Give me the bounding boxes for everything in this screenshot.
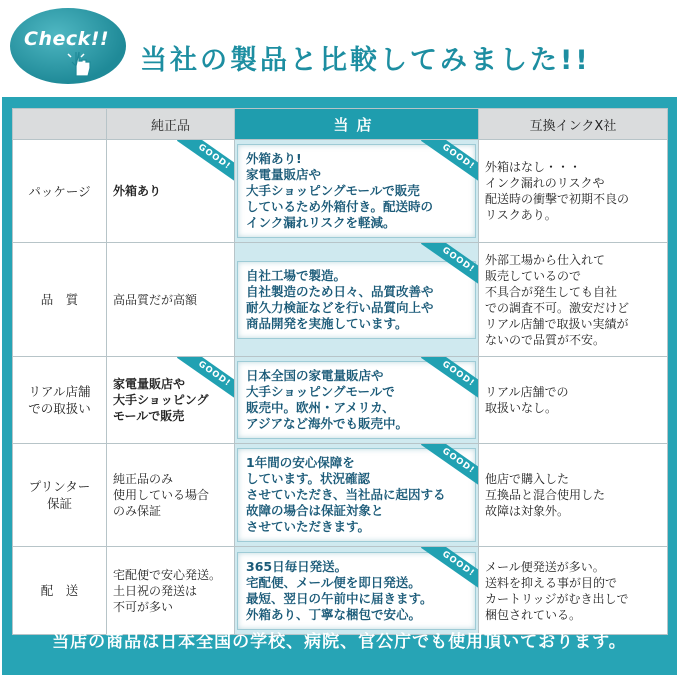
row-label: リアル店舗 での取扱い bbox=[13, 357, 107, 444]
genuine-cell: 宅配便で安心発送。 土日祝の発送は 不可が多い bbox=[107, 547, 235, 635]
page-title: 当社の製品と比較してみました!! bbox=[140, 45, 591, 76]
table-row bbox=[13, 357, 668, 444]
table-row bbox=[13, 547, 668, 635]
footer-note: 当店の商品は日本全国の学校、病院、官公庁でも使用頂いております。 bbox=[52, 632, 627, 652]
competitor-cell: メール便発送が多い。 送料を抑える事が目的で カートリッジがむき出しで 梱包されている。 bbox=[479, 547, 668, 635]
good-ribbon: GOOD! bbox=[421, 140, 479, 187]
row-label: 品 質 bbox=[13, 243, 107, 357]
genuine-cell: 家電量販店や 大手ショッピング モールで販売 GOOD! bbox=[107, 357, 235, 444]
row-label: パッケージ bbox=[13, 140, 107, 243]
good-ribbon: GOOD! bbox=[421, 547, 479, 594]
table-row bbox=[13, 140, 668, 243]
store-cell: 日本全国の家電量販店や 大手ショッピングモールで 販売中。欧州・アメリカ、 アジアなど海外でも販売中。 GOOD! bbox=[235, 357, 479, 444]
store-cell: 外箱あり! 家電量販店や 大手ショッピングモールで販売 しているため外箱付き。配送時の インク漏れリスクを軽減。 GOOD! bbox=[235, 140, 479, 243]
good-ribbon: GOOD! bbox=[421, 444, 479, 491]
store-cell: 自社工場で製造。 自社製造のため日々、品質改善や 耐久力検証などを行い品質向上や 商品開発を実施しています。 GOOD! bbox=[235, 243, 479, 357]
table-row bbox=[13, 243, 668, 357]
genuine-cell: 純正品のみ 使用している場合 のみ保証 bbox=[107, 444, 235, 547]
header-empty bbox=[13, 109, 107, 140]
pointing-hand-icon bbox=[62, 50, 96, 80]
good-ribbon: GOOD! bbox=[177, 357, 235, 404]
table-row bbox=[13, 444, 668, 547]
row-label: 配 送 bbox=[13, 547, 107, 635]
genuine-cell: 高品質だが高額 bbox=[107, 243, 235, 357]
badge-text: Check!! bbox=[24, 28, 110, 50]
competitor-cell: 他店で購入した 互換品と混合使用した 故障は対象外。 bbox=[479, 444, 668, 547]
header-competitor: 互換インクX社 bbox=[479, 109, 668, 140]
store-cell: 1年間の安心保障を しています。状況確認 させていただき、当社品に起因する 故障の場合は保証対象と させていただきます。 GOOD! bbox=[235, 444, 479, 547]
header-store: 当店 bbox=[235, 109, 479, 140]
competitor-cell: リアル店舗での 取扱いなし。 bbox=[479, 357, 668, 444]
good-ribbon: GOOD! bbox=[421, 357, 479, 404]
competitor-cell: 外箱はなし・・・ インク漏れのリスクや 配送時の衝撃で初期不良の リスクあり。 bbox=[479, 140, 668, 243]
check-badge bbox=[10, 8, 126, 84]
good-ribbon: GOOD! bbox=[177, 140, 235, 187]
genuine-cell: 外箱あり GOOD! bbox=[107, 140, 235, 243]
store-cell: 365日毎日発送。 宅配便、メール便を即日発送。 最短、翌日の午前中に届きます。 外箱あり、丁寧な梱包で安心。 GOOD! bbox=[235, 547, 479, 635]
header-genuine: 純正品 bbox=[107, 109, 235, 140]
good-ribbon: GOOD! bbox=[421, 243, 479, 290]
comparison-table bbox=[12, 108, 668, 635]
row-label: プリンター 保証 bbox=[13, 444, 107, 547]
competitor-cell: 外部工場から仕入れて 販売しているので 不具合が発生しても自社 での調査不可。激安だけど リアル店舗で取扱い実績が ないので品質が不安。 bbox=[479, 243, 668, 357]
table-header-row bbox=[13, 109, 668, 140]
